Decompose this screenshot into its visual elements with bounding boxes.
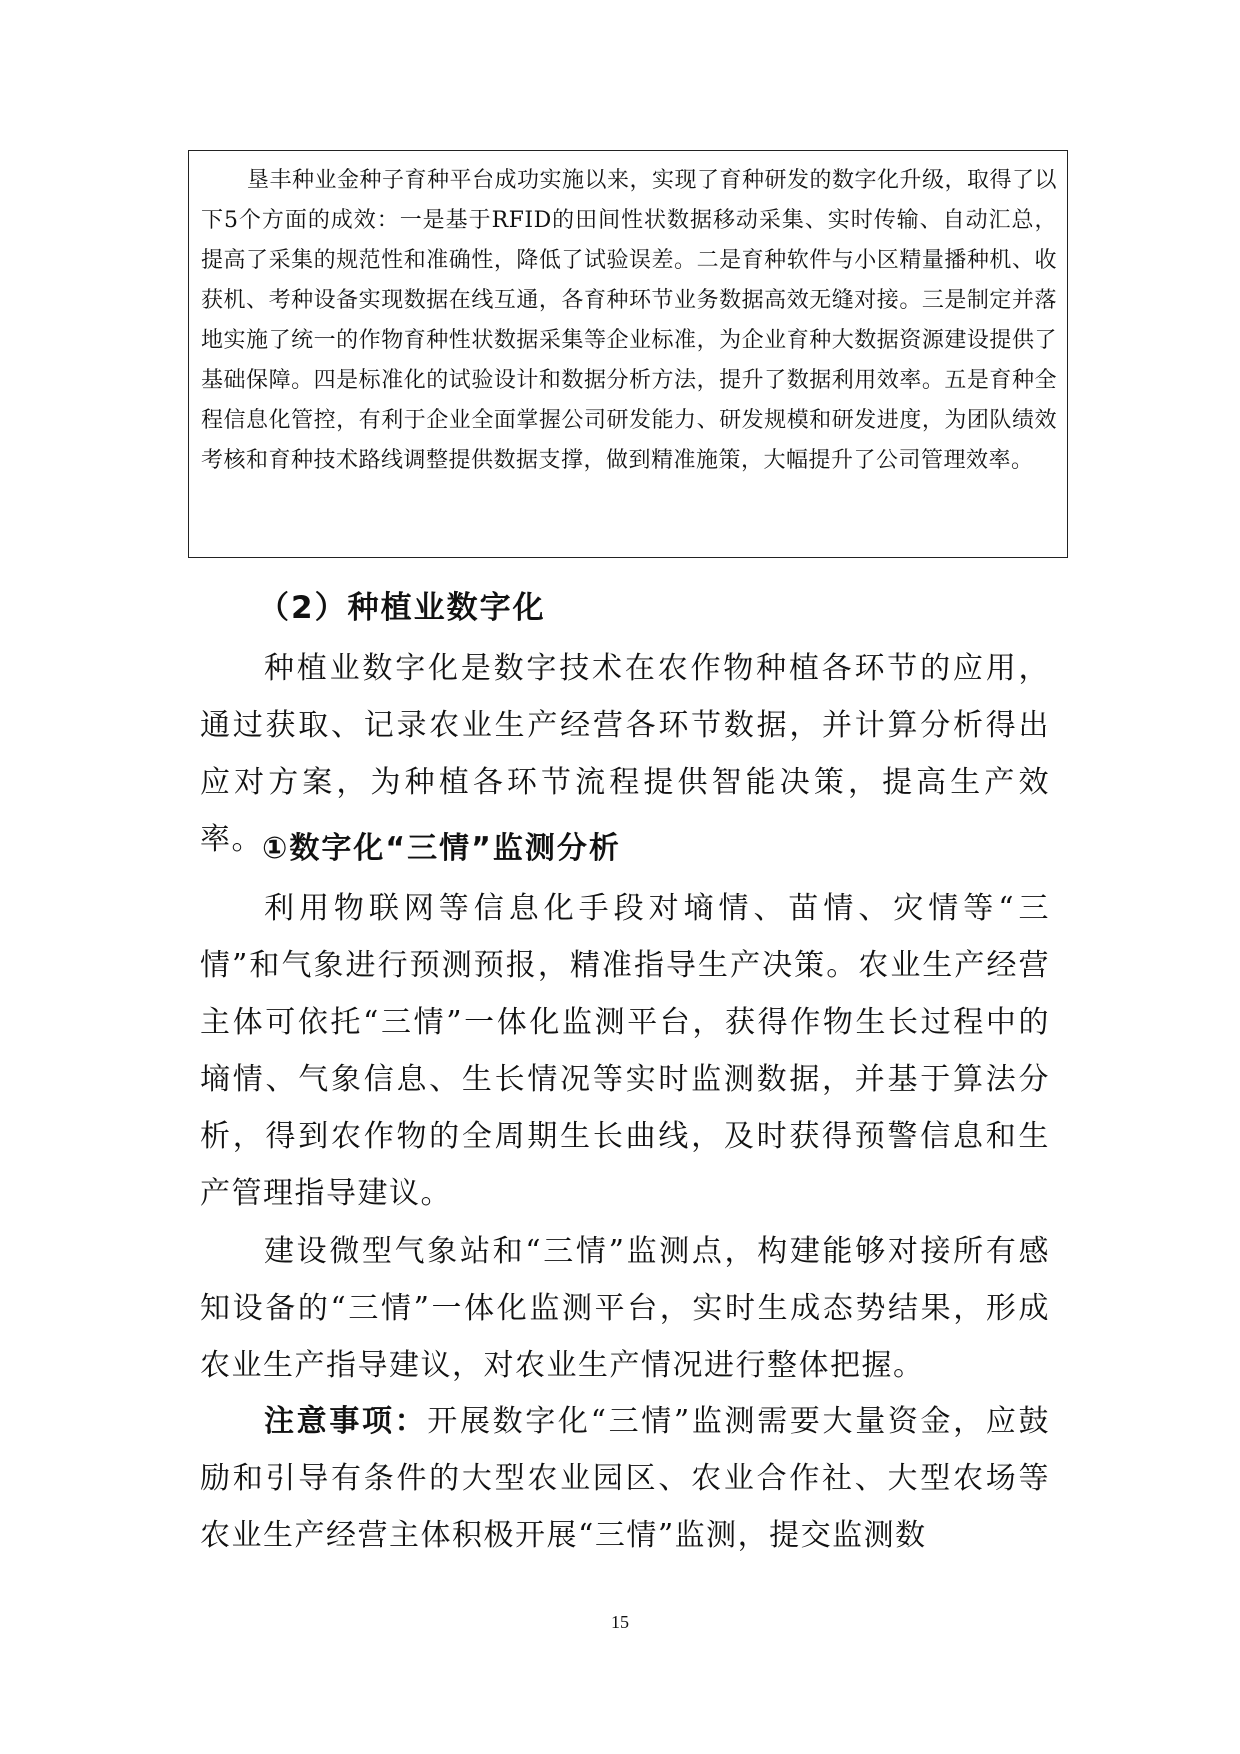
section-heading: （2）种植业数字化 — [258, 590, 546, 626]
note-block — [200, 1393, 1050, 1564]
subsection-paragraph-1-block — [200, 880, 1050, 1222]
case-study-box — [188, 150, 1068, 558]
case-study-text: 垦丰种业金种子育种平台成功实施以来，实现了育种研发的数字化升级，取得了以下5个方面的成效：一是基于RFID的田间性状数据移动采集、实时传输、自动汇总，提高了采集的规范性和准确性，降低了试验误差。二是育种软件与小区精量播种机、收获机、考种设备实现数据在线互通，各育种环节业务数据高效无缝对接。三是制定并落地实施了统一的作物育种性状数据采集等企业标准，为企业育种大数据资源建设提供了基础保障。四是标准化的试验设计和数据分析方法，提升了数据利用效率。五是育种全程信息化管控，有利于企业全面掌握公司研发能力、研发规模和研发进度，为团队绩效考核和育种技术路线调整提供数据支撑，做到精准施策，大幅提升了公司管理效率。 — [201, 168, 1058, 473]
note-text: 开展数字化“三情”监测需要大量资金，应鼓励和引导有条件的大型农业园区、农业合作社、大型农场等农业生产经营主体积极开展“三情”监测，提交监测数 — [200, 1404, 1050, 1553]
note-paragraph — [200, 1393, 1050, 1564]
subsection-paragraph-1: 利用物联网等信息化手段对墒情、苗情、灾情等“三情”和气象进行预测预报，精准指导生产决策。农业生产经营主体可依托“三情”一体化监测平台，获得作物生长过程中的墒情、气象信息、生长情况等实时监测数据，并基于算法分析，得到农作物的全周期生长曲线，及时获得预警信息和生产管理指导建议。 — [200, 891, 1050, 1211]
subsection-paragraph-2: 建设微型气象站和“三情”监测点，构建能够对接所有感知设备的“三情”一体化监测平台，实时生成态势结果，形成农业生产指导建议，对农业生产情况进行整体把握。 — [200, 1234, 1050, 1383]
subsection-heading: ①数字化“三情”监测分析 — [262, 831, 621, 866]
subsection-paragraph-2-block — [200, 1223, 1050, 1394]
section-intro-paragraph: 种植业数字化是数字技术在农作物种植各环节的应用，通过获取、记录农业生产经营各环节数据，并计算分析得出应对方案，为种植各环节流程提供智能决策，提高生产效率。 — [200, 651, 1050, 857]
page-number: 15 — [611, 1612, 629, 1632]
note-label: 注意事项： — [264, 1404, 428, 1439]
